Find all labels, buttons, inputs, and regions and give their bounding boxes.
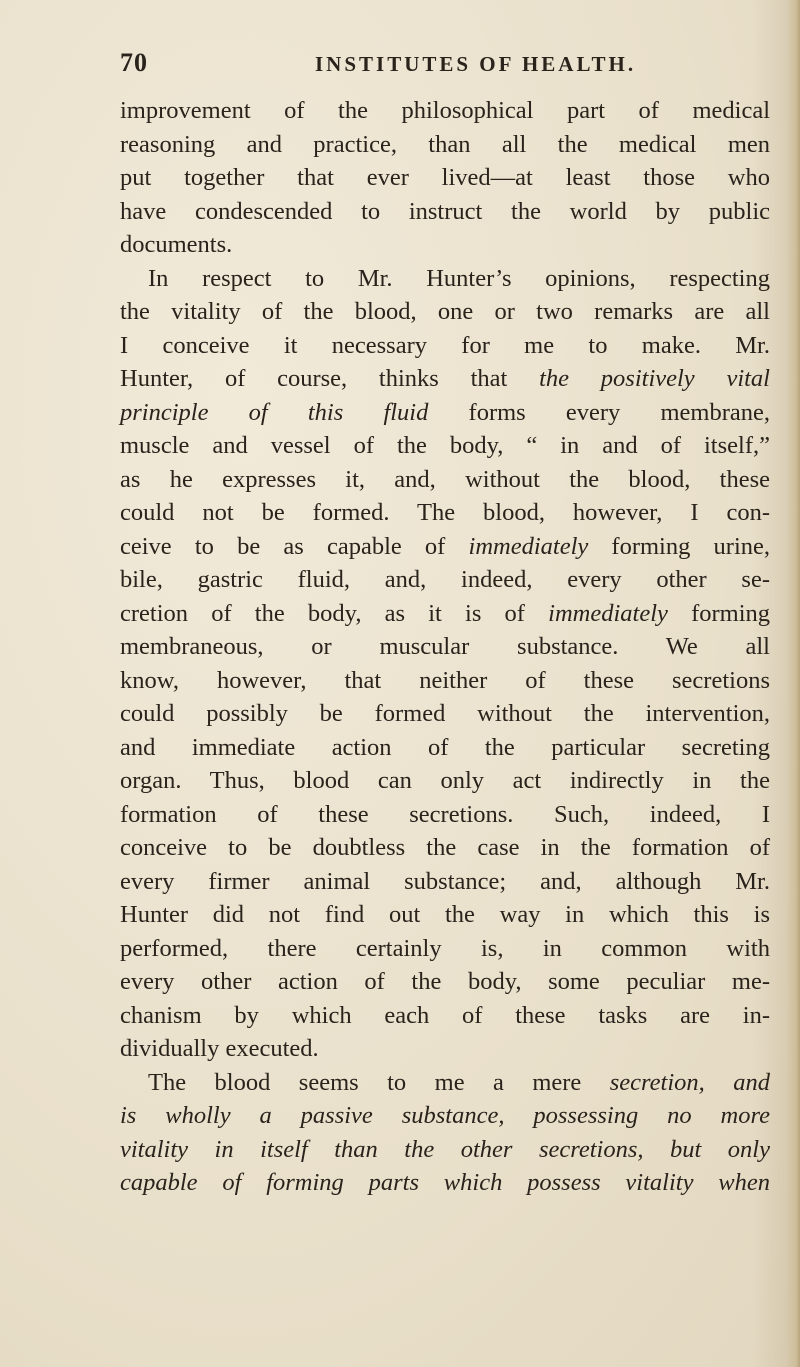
text-line: [120, 1133, 770, 1167]
italic-text: immediately: [548, 599, 668, 627]
text-segment: The blood seems to me a mere: [148, 1068, 610, 1096]
text-segment: could not be formed. The blood, however, I con-: [120, 499, 770, 526]
text-segment: dividually executed.: [120, 1035, 319, 1062]
text-line: [120, 1099, 770, 1133]
text-line: [120, 865, 770, 899]
italic-text: the positively vital: [539, 365, 770, 392]
text-segment: chanism by which each of these tasks are in-: [120, 1001, 770, 1029]
text-line: [120, 1032, 770, 1066]
text-line: [120, 563, 770, 597]
text-line: [120, 362, 770, 396]
text-segment: could possibly be formed without the intervention,: [120, 700, 770, 727]
text-line: [120, 94, 770, 128]
running-head: INSTITUTES OF HEALTH.: [315, 52, 637, 76]
text-line: [120, 630, 770, 664]
page-number: 70: [120, 48, 148, 77]
text-line: [120, 999, 770, 1033]
text-segment: documents.: [120, 231, 233, 258]
text-line: [120, 798, 770, 832]
text-segment: Hunter, of course, thinks that: [120, 365, 540, 392]
text-segment: performed, there certainly is, in common with: [120, 934, 770, 962]
text-line: [120, 262, 770, 296]
text-line: [120, 898, 770, 932]
text-segment: formation of these secretions. Such, indeed, I: [120, 800, 770, 828]
italic-text: immediately: [468, 532, 589, 560]
body-text: [120, 94, 770, 1200]
text-line: [120, 329, 770, 363]
text-segment: ceive to be as capable of: [120, 532, 469, 560]
text-line: [120, 597, 770, 631]
text-segment: reasoning and practice, than all the medical men: [120, 130, 770, 158]
text-line: [120, 697, 770, 731]
text-segment: Hunter did not find out the way in which this is: [120, 901, 770, 928]
text-segment: I conceive it necessary for me to make. Mr.: [120, 331, 770, 359]
text-line: [120, 1166, 770, 1200]
italic-text: secretion, and: [609, 1068, 770, 1096]
text-segment: cretion of the body, as it is of: [120, 599, 549, 627]
text-segment: every firmer animal substance; and, although Mr.: [120, 867, 770, 895]
text-segment: bile, gastric fluid, and, indeed, every other se-: [120, 566, 770, 593]
italic-text: is wholly a passive substance, possessing no more: [120, 1102, 770, 1129]
text-line: [120, 731, 770, 765]
text-line: [120, 128, 770, 162]
text-segment: organ. Thus, blood can only act indirectly in the: [120, 767, 770, 794]
page-edge-shadow: [786, 0, 800, 1367]
text-segment: as he expresses it, and, without the blood, these: [120, 465, 770, 493]
text-segment: forming urine,: [588, 532, 771, 560]
text-line: [120, 161, 770, 195]
text-segment: membraneous, or muscular substance. We all: [120, 633, 770, 660]
text-segment: forms every membrane,: [428, 398, 770, 426]
text-segment: and immediate action of the particular secreting: [120, 733, 770, 761]
text-line: [120, 463, 770, 497]
text-segment: improvement of the philosophical part of medical: [120, 97, 770, 124]
text-line: [120, 496, 770, 530]
page-header: [120, 48, 760, 82]
text-segment: In respect to Mr. Hunter’s opinions, respecting: [148, 264, 770, 292]
text-line: [120, 228, 770, 262]
text-line: [120, 195, 770, 229]
text-segment: every other action of the body, some peculiar me-: [120, 968, 770, 995]
text-segment: muscle and vessel of the body, “ in and of itself,”: [120, 432, 770, 459]
text-segment: forming: [667, 599, 771, 627]
text-segment: have condescended to instruct the world by public: [120, 197, 770, 225]
text-line: [120, 831, 770, 865]
text-line: [120, 965, 770, 999]
italic-text: principle of this fluid: [120, 398, 429, 426]
text-line: [120, 932, 770, 966]
text-segment: know, however, that neither of these secretions: [120, 666, 770, 694]
text-segment: the vitality of the blood, one or two remarks are all: [120, 298, 770, 325]
text-line: [120, 664, 770, 698]
text-line: [120, 764, 770, 798]
text-line: [120, 396, 770, 430]
text-line: [120, 295, 770, 329]
text-segment: conceive to be doubtless the case in the formation of: [120, 834, 770, 861]
text-segment: put together that ever lived—at least those who: [120, 164, 770, 191]
italic-text: capable of forming parts which possess vitality when: [120, 1169, 770, 1196]
text-line: [120, 530, 770, 564]
text-line: [120, 429, 770, 463]
text-line: [120, 1066, 770, 1100]
italic-text: vitality in itself than the other secretions, but only: [120, 1135, 770, 1163]
